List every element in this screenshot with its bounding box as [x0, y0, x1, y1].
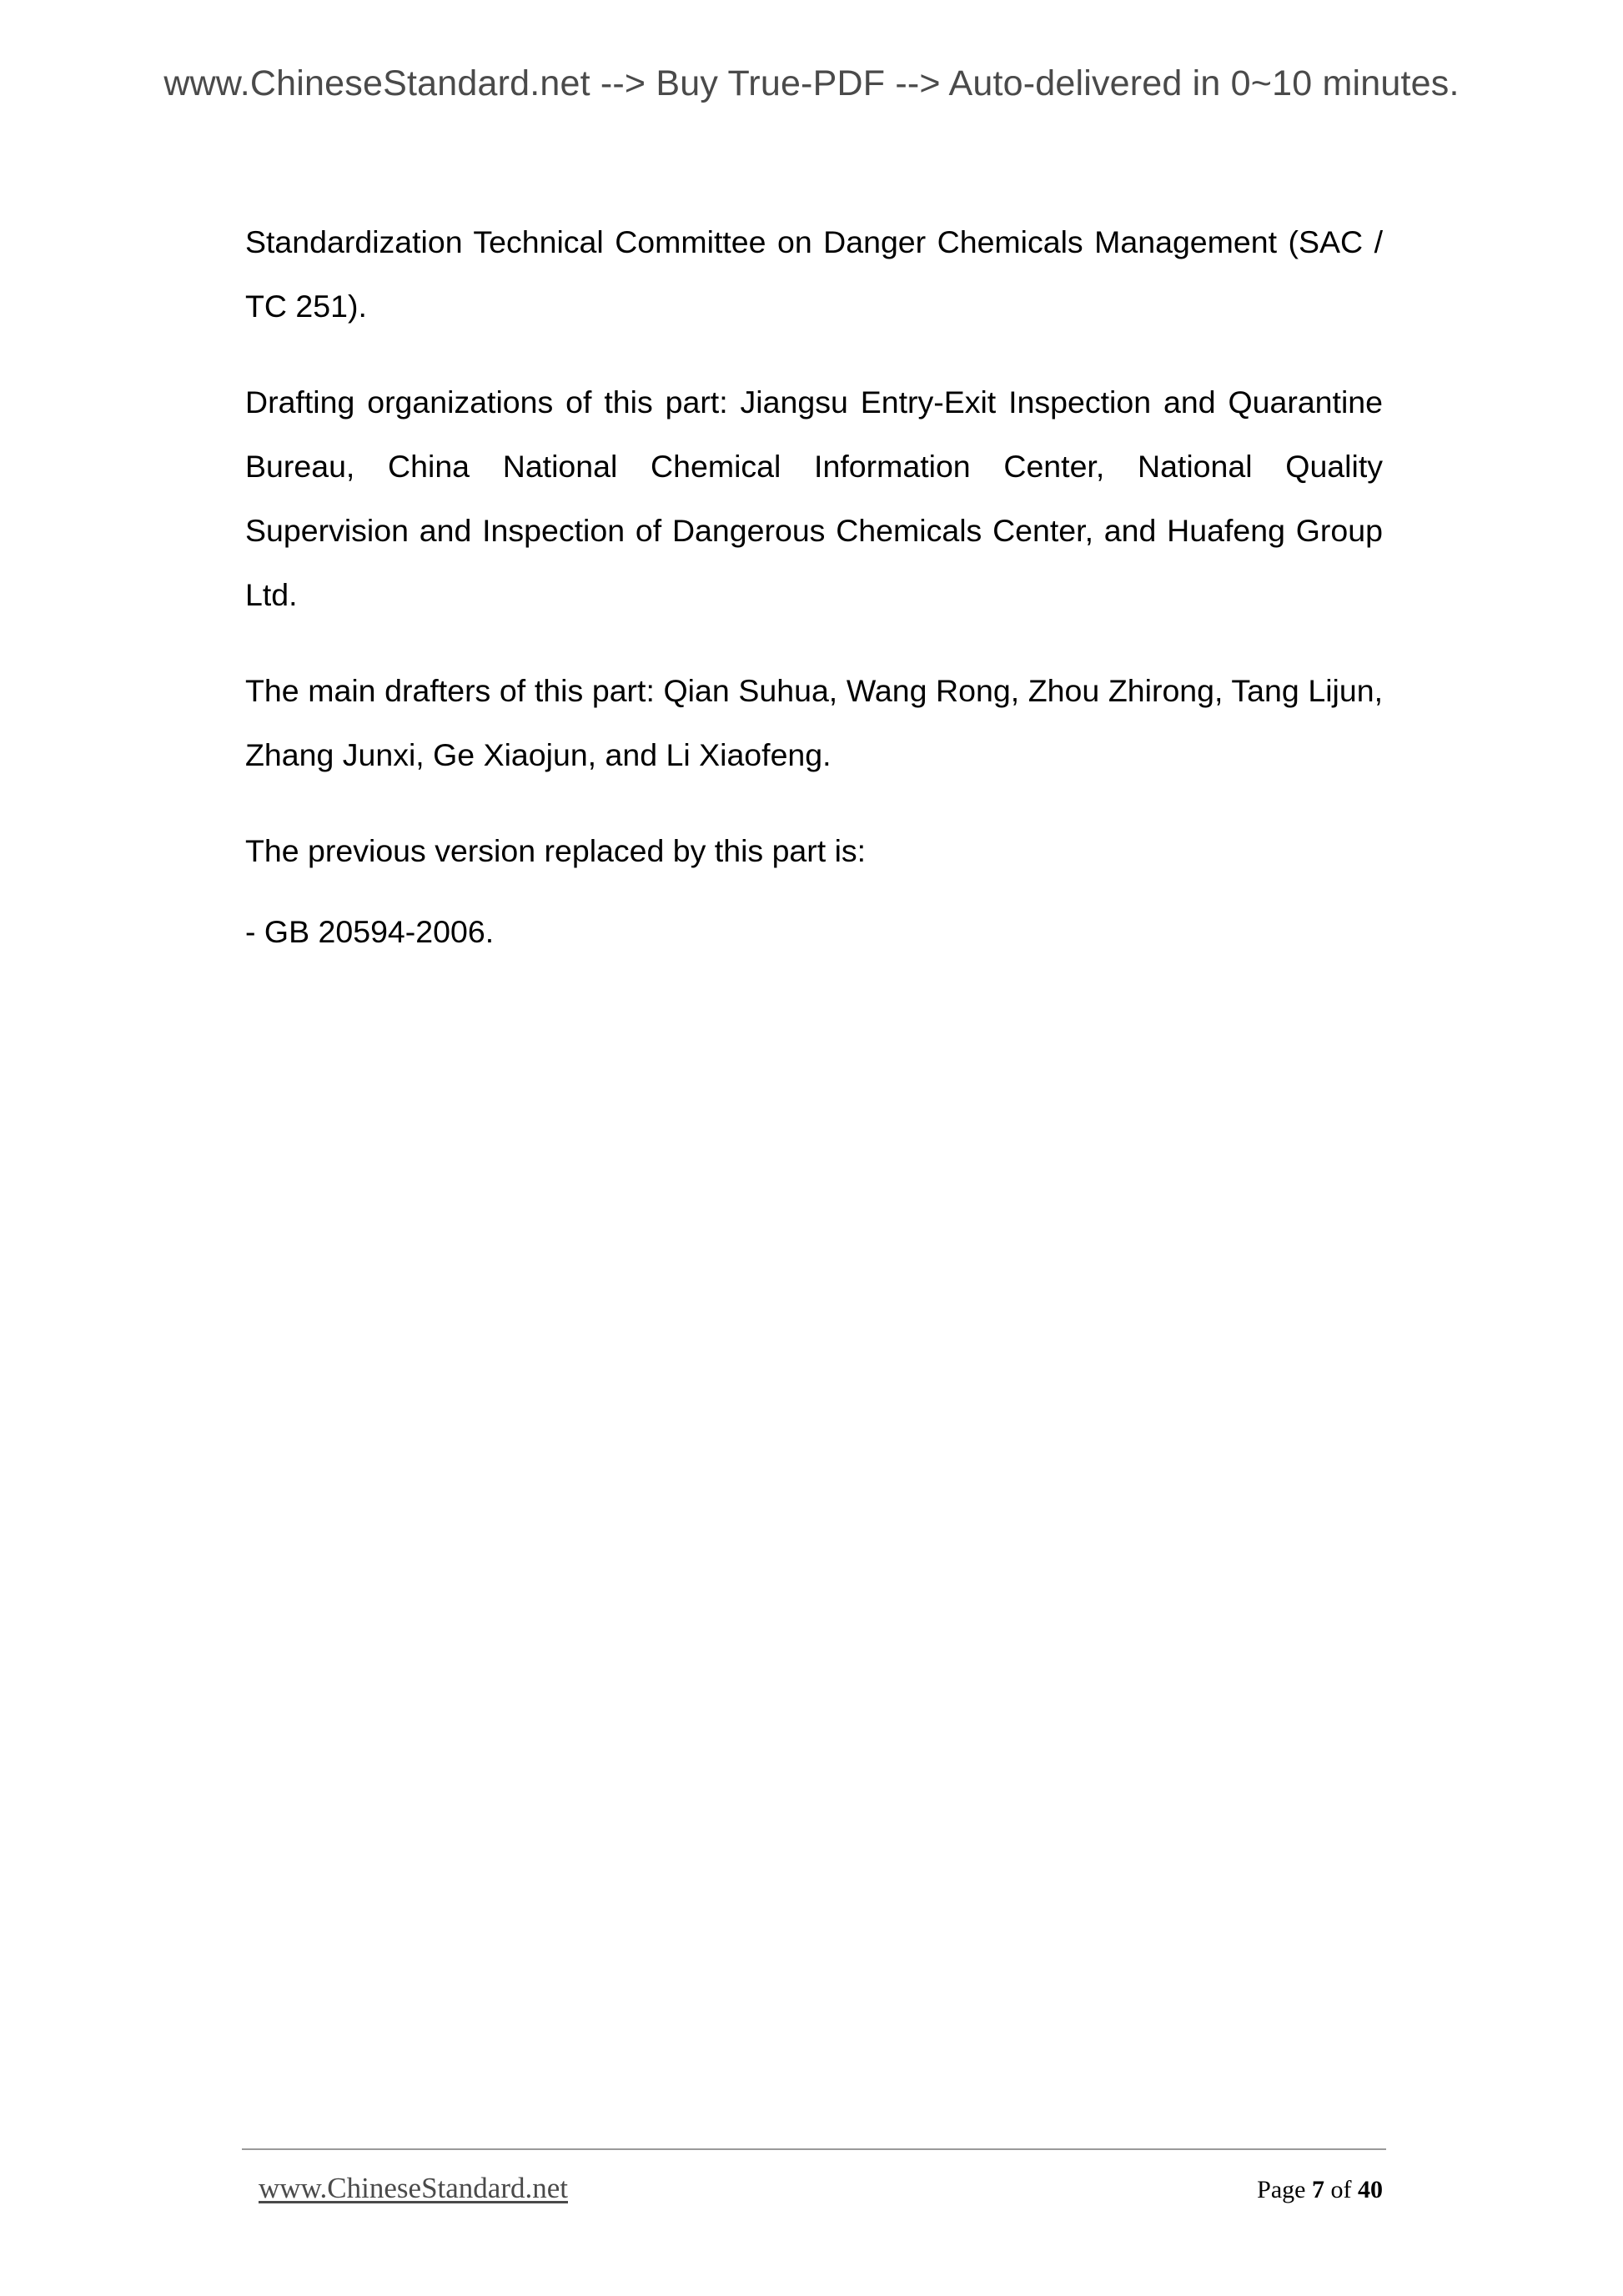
paragraph-drafting-organizations: Drafting organizations of this part: Jiangsu Entry-Exit Inspection and Quarantine Bureau, China National Chemical Information Center, National Quality Supervision and Inspection of Dangerous Chemicals Center, and Huafeng Group Ltd.	[245, 384, 1383, 612]
paragraph-committee: Standardization Technical Committee on Danger Chemicals Management (SAC / TC 251).	[245, 224, 1383, 324]
total-pages: 40	[1358, 2176, 1383, 2203]
paragraph-previous-version: The previous version replaced by this part is:	[245, 833, 867, 868]
current-page: 7	[1312, 2176, 1324, 2203]
paragraph-main-drafters: The main drafters of this part: Qian Suhua, Wang Rong, Zhou Zhirong, Tang Lijun, Zhang Junxi, Ge Xiaojun, and Li Xiaofeng.	[245, 673, 1383, 772]
promo-banner[interactable]: www.ChineseStandard.net --> Buy True-PDF --> Auto-delivered in 0~10 minutes.	[163, 63, 1460, 103]
body-text	[245, 210, 1383, 996]
footer-divider	[242, 2148, 1386, 2150]
list-item-previous-standard: - GB 20594-2006.	[245, 914, 495, 949]
page-number	[1257, 2176, 1383, 2204]
footer-website-link[interactable]: www.ChineseStandard.net	[259, 2172, 568, 2204]
page-label: Page	[1257, 2176, 1306, 2203]
of-label: of	[1330, 2176, 1352, 2203]
